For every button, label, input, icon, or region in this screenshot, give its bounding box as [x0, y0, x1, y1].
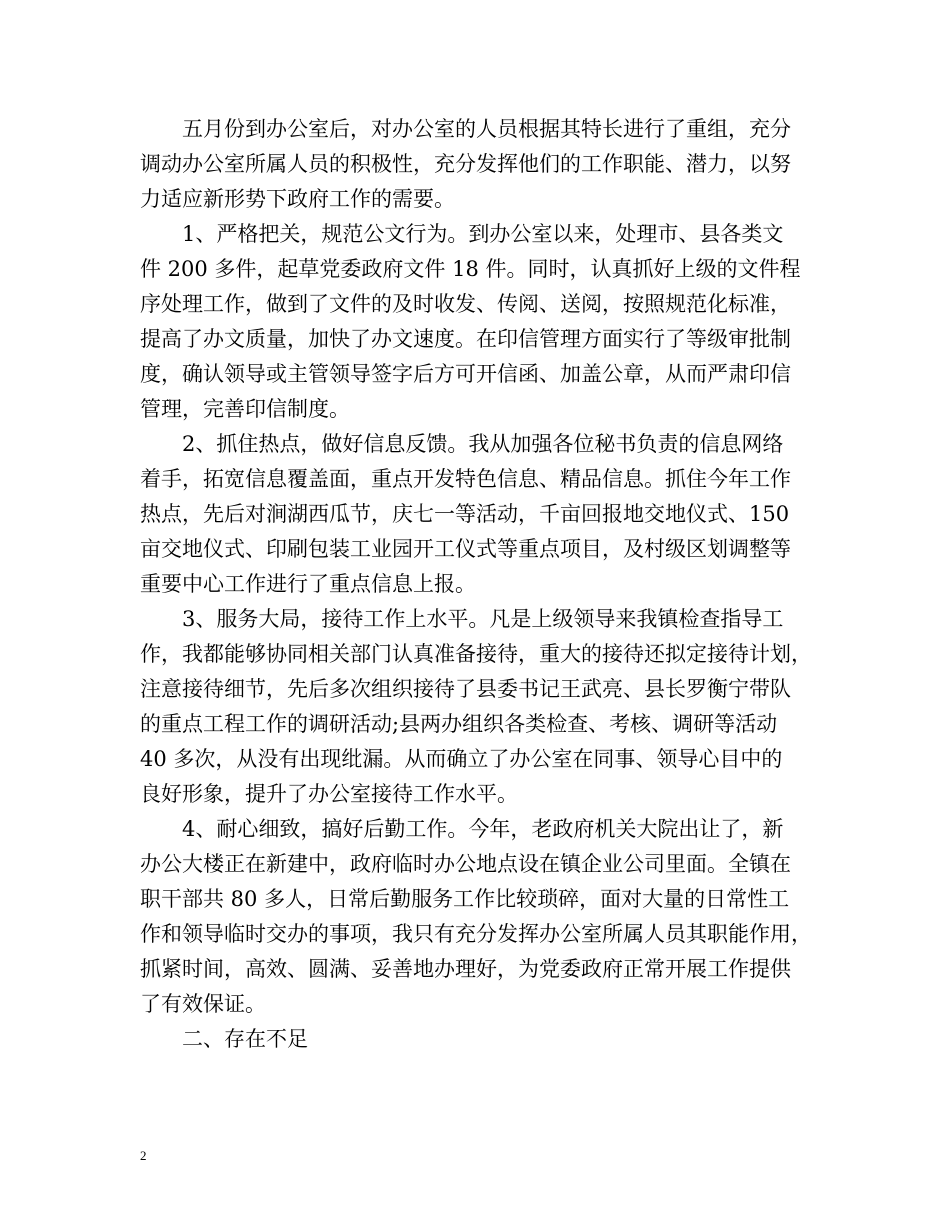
paragraph-line: 五月份到办公室后，对办公室的人员根据其特长进行了重组，充分 [182, 117, 791, 141]
paragraph-line: 注意接待细节，先后多次组织接待了县委书记王武亮、县长罗衡宁带队 [140, 677, 791, 701]
paragraph-line: 抓紧时间，高效、圆满、妥善地办理好，为党委政府正常开展工作提供 [140, 957, 791, 981]
paragraph-line: 力适应新形势下政府工作的需要。 [140, 187, 455, 211]
paragraph-line: 2、抓住热点，做好信息反馈。我从加强各位秘书负责的信息网络 [182, 432, 784, 456]
paragraph-line: 着手，拓宽信息覆盖面，重点开发特色信息、精品信息。抓住今年工作 [140, 467, 791, 491]
paragraph-line: 重要中心工作进行了重点信息上报。 [140, 572, 476, 596]
paragraph-line: 提高了办文质量，加快了办文速度。在印信管理方面实行了等级审批制 [140, 327, 791, 351]
paragraph-line: 序处理工作，做到了文件的及时收发、传阅、送阅，按照规范化标准， [140, 292, 791, 316]
section-heading: 二、存在不足 [182, 1027, 308, 1051]
paragraph-line: 的重点工程工作的调研活动;县两办组织各类检查、考核、调研等活动 [140, 712, 778, 736]
paragraph-line: 40 多次，从没有出现纰漏。从而确立了办公室在同事、领导心目中的 [140, 747, 783, 771]
page-number: 2 [140, 1148, 147, 1163]
paragraph-line: 作，我都能够协同相关部门认真准备接待，重大的接待还拟定接待计划， [140, 642, 812, 666]
paragraph-line: 度，确认领导或主管领导签字后方可开信函、加盖公章，从而严肃印信 [140, 362, 791, 386]
paragraph-line: 职干部共 80 多人，日常后勤服务工作比较琐碎，面对大量的日常性工 [140, 887, 790, 911]
paragraph-line: 1、严格把关，规范公文行为。到办公室以来，处理市、县各类文 [182, 222, 784, 246]
paragraph-line: 4、耐心细致，搞好后勤工作。今年，老政府机关大院出让了，新 [182, 817, 784, 841]
paragraph-line: 办公大楼正在新建中，政府临时办公地点设在镇企业公司里面。全镇在 [140, 852, 791, 876]
paragraph-line: 亩交地仪式、印刷包装工业园开工仪式等重点项目，及村级区划调整等 [140, 537, 791, 561]
paragraph-line: 3、服务大局，接待工作上水平。凡是上级领导来我镇检查指导工 [182, 607, 784, 631]
paragraph-line: 管理，完善印信制度。 [140, 397, 350, 421]
paragraph-line: 热点，先后对涧湖西瓜节，庆七一等活动，千亩回报地交地仪式、150 [140, 502, 790, 526]
paragraph-line: 良好形象，提升了办公室接待工作水平。 [140, 782, 518, 806]
paragraph-line: 件 200 多件，起草党委政府文件 18 件。同时，认真抓好上级的文件程 [140, 257, 801, 281]
paragraph-line: 调动办公室所属人员的积极性，充分发挥他们的工作职能、潜力，以努 [140, 152, 791, 176]
paragraph-line: 作和领导临时交办的事项，我只有充分发挥办公室所属人员其职能作用， [140, 922, 812, 946]
paragraph-line: 了有效保证。 [140, 992, 266, 1016]
